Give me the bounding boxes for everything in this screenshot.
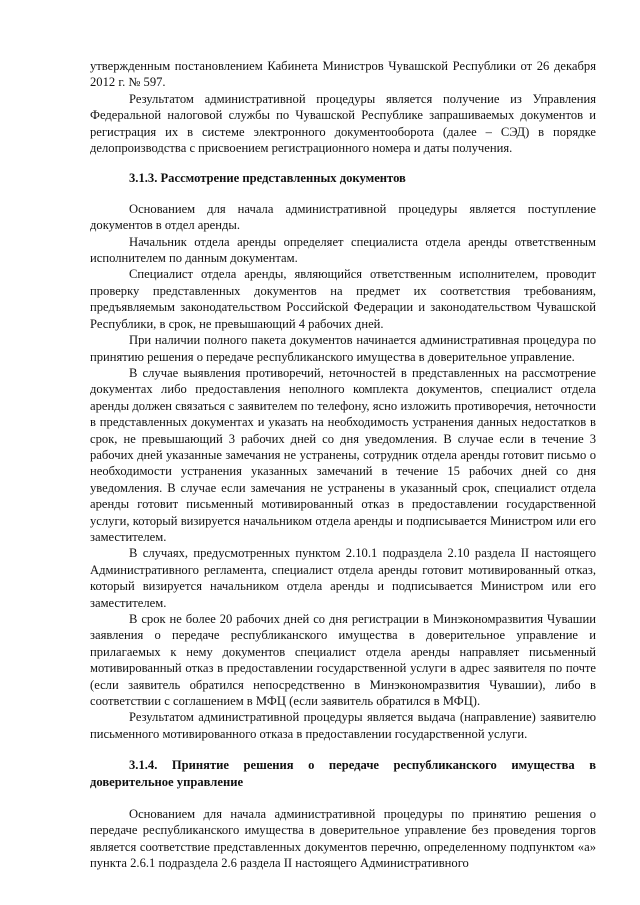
- section-3-1-3-paragraph-7: В срок не более 20 рабочих дней со дня регистрации в Минэкономразвития Чувашии заявления о передаче республиканского имущества в доверительное управление и прилагаемых к нему документов специалист отдела аренды направляет письменный мотивированный отказ в предоставлении государственной услуги в адрес заявителя по почте (если заявитель обратился непосредственно в Минэкономразвития Чувашии), либо в соответствии с соглашением в МФЦ (если заявитель обратился в МФЦ).: [90, 612, 596, 709]
- section-3-1-3-paragraph-3: Специалист отдела аренды, являющийся ответственным исполнителем, проводит проверку представленных документов на предмет их соответствия требованиям, предъявляемым законодательством Российской Федерации и законодательством Чувашской Республики, в срок, не превышающий 4 рабочих дней.: [90, 267, 596, 331]
- section-3-1-3-paragraph-6: В случаях, предусмотренных пунктом 2.10.1 подраздела 2.10 раздела II настоящего Административного регламента, специалист отдела аренды готовит мотивированный отказ, который визируется начальником отдела аренды и подписывается Министром или его заместителем.: [90, 546, 596, 610]
- continuation-paragraph: утвержденным постановлением Кабинета Министров Чувашской Республики от 26 декабря 2012 г. № 597.: [90, 59, 596, 90]
- section-3-1-3-paragraph-1: Основанием для начала административной процедуры является поступление документов в отдел аренды.: [90, 201, 596, 233]
- section-3-1-3-paragraph-5: В случае выявления противоречий, неточностей в представленных на рассмотрение документах либо предоставления неполного комплекта документов, специалист отдела аренды должен связаться с заявителем по телефону, ясно изложить противоречия, неточности в представленных документах и указать на необходимость устранения данных недостатков в срок, не превышающий 3 рабочих дней со дня уведомления. В случае если в течение 3 рабочих дней указанные замечания не устранены, сотрудник отдела аренды готовит письмо о необходимости устранения указанных замечаний в течение 15 рабочих дней со дня уведомления. В случае если замечания не устранены в указанный срок, специалист отдела аренды готовит письменный мотивированный отказ в предоставлении государственной услуги, который визируется начальником отдела аренды и подписывается Министром или его заместителем.: [90, 365, 596, 544]
- section-3-1-4-paragraph-1: Основанием для начала административной процедуры по принятию решения о передаче республиканского имущества в доверительное управление без проведения торгов является соответствие представленных документов перечню, определенному подпунктом «а» пункта 2.6.1 подраздела 2.6 раздела II настоящего Административного: [90, 807, 596, 871]
- section-3-1-3-heading: 3.1.3. Рассмотрение представленных документов: [129, 171, 406, 186]
- section-3-1-4-heading: 3.1.4. Принятие решения о передаче республиканского имущества в доверительное управление: [90, 758, 596, 789]
- section-3-1-3-paragraph-4: При наличии полного пакета документов начинается административная процедура по принятию решения о передаче республиканского имущества в доверительное управление.: [90, 333, 596, 364]
- document-page: [90, 58, 596, 872]
- result-paragraph: Результатом административной процедуры является получение из Управления Федеральной налоговой службы по Чувашской Республике запрашиваемых документов и регистрация их в системе электронного документооборота (далее – СЭД) в порядке делопроизводства с присвоением регистрационного номера и даты получения.: [90, 91, 596, 156]
- section-3-1-3-paragraph-2: Начальник отдела аренды определяет специалиста отдела аренды ответственным исполнителем по данным документам.: [90, 234, 596, 266]
- section-3-1-3-paragraph-8: Результатом административной процедуры является выдача (направление) заявителю письменного мотивированного отказа в предоставлении государственной услуги.: [90, 710, 596, 741]
